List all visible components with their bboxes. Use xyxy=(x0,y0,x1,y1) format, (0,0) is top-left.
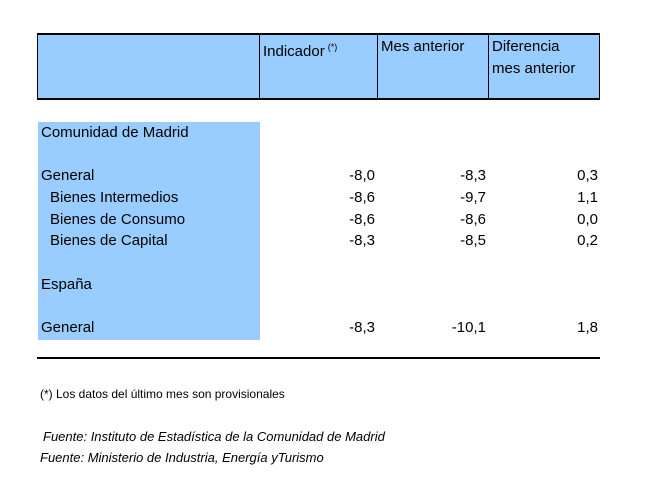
label-column-background xyxy=(38,122,260,340)
cell-indicador: -8,0 xyxy=(349,167,375,184)
cell-indicador: -8,3 xyxy=(349,232,375,249)
source-line: Fuente: Instituto de Estadística de la Comunidad de Madrid xyxy=(43,429,385,444)
cell-diferencia: 0,2 xyxy=(577,232,598,249)
cell-mes-anterior: -8,5 xyxy=(460,232,486,249)
footnote: (*) Los datos del último mes son provisionales xyxy=(40,387,285,401)
header-bottom-border xyxy=(37,98,600,100)
header-indicador-note: (*) xyxy=(327,42,338,52)
header-top-border xyxy=(37,33,600,35)
header-divider-1 xyxy=(259,33,260,100)
cell-indicador: -8,6 xyxy=(349,211,375,228)
cell-diferencia: 1,8 xyxy=(577,319,598,336)
cell-mes-anterior: -9,7 xyxy=(460,189,486,206)
cell-mes-anterior: -10,1 xyxy=(451,319,486,336)
cell-diferencia: 1,1 xyxy=(577,189,598,206)
row-label: Bienes de Capital xyxy=(50,232,168,249)
header-mes-anterior: Mes anterior xyxy=(381,38,465,55)
row-label: Bienes Intermedios xyxy=(50,189,179,206)
header-diferencia-line2: mes anterior xyxy=(492,60,576,77)
table-bottom-border xyxy=(37,357,600,359)
header-divider-3 xyxy=(488,33,489,100)
header-diferencia-line1: Diferencia xyxy=(492,38,560,55)
header-right-border xyxy=(599,33,600,100)
header-divider-2 xyxy=(377,33,378,100)
header-left-border xyxy=(37,33,38,100)
cell-diferencia: 0,0 xyxy=(577,211,598,228)
row-label: Bienes de Consumo xyxy=(50,211,186,228)
section-title-madrid: Comunidad de Madrid xyxy=(41,124,189,141)
cell-indicador: -8,6 xyxy=(349,189,375,206)
header-indicador-label: Indicador xyxy=(263,43,325,60)
header-indicador xyxy=(263,36,337,63)
row-label: General xyxy=(41,319,95,336)
cell-mes-anterior: -8,3 xyxy=(460,167,486,184)
section-title-espana: España xyxy=(41,276,92,293)
cell-indicador: -8,3 xyxy=(349,319,375,336)
source-line: Fuente: Ministerio de Industria, Energía yTurismo xyxy=(40,450,324,465)
cell-diferencia: 0,3 xyxy=(577,167,598,184)
row-label: General xyxy=(41,167,95,184)
cell-mes-anterior: -8,6 xyxy=(460,211,486,228)
